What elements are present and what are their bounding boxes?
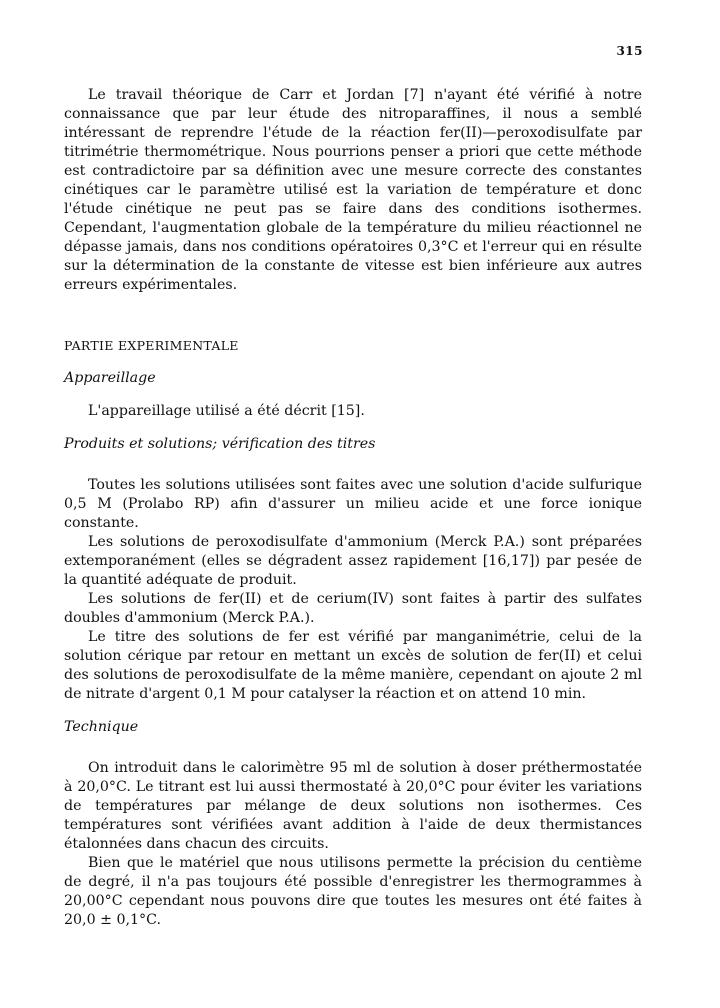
page-number: 315 xyxy=(616,44,643,58)
appareillage-paragraph: L'appareillage utilisé a été décrit [15]. xyxy=(88,403,365,419)
produits-paragraph-4: Le titre des solutions de fer est vérifié par manganimétrie, celui de la solution cérique par retour en mettant un excès de solution de fer(II) et celui des solutions de peroxodisulfate de la même manière, cependant on ajoute 2 ml de nitrate d'argent 0,1 M pour catalyser la réaction et on attend 10 min. xyxy=(64,629,642,702)
page-content xyxy=(64,86,642,930)
technique-paragraph-2: Bien que le matériel que nous utilisons permette la précision du centième de degré, il n'a pas toujours été possible d'enregistrer les thermogrammes à 20,00°C cependant nous pouvons dire que toutes les mesures ont été faites à 20,0 ± 0,1°C. xyxy=(64,855,642,928)
produits-paragraph-3: Les solutions de fer(II) et de cerium(IV) sont faites à partir des sulfates doubles d'ammonium (Merck P.A.). xyxy=(64,591,642,626)
intro-paragraph: Le travail théorique de Carr et Jordan [7] n'ayant été vérifié à notre connaissance que par leur étude des nitroparaffines, il nous a semblé intéressant de reprendre l'étude de la réaction fer(II)—peroxodisulfate par titrimétrie thermométrique. Nous pourrions penser a priori que cette méthode est contradictoire par sa définition avec une mesure correcte des constantes cinétiques car le paramètre utilisé est la variation de température et donc l'étude cinétique ne peut pas se faire dans des conditions isothermes. Cependant, l'augmentation globale de la température du milieu réactionnel ne dépasse jamais, dans nos conditions opératoires 0,3°C et l'erreur qui en résulte sur la détermination de la constante de vitesse est bien inférieure aux autres erreurs expérimentales. xyxy=(64,87,642,293)
produits-paragraph-1: Toutes les solutions utilisées sont faites avec une solution d'acide sulfurique 0,5 M (Prolabo RP) afin d'assurer un milieu acide et une force ionique constante. xyxy=(64,477,642,531)
subsection-heading-produits: Produits et solutions; vérification des titres xyxy=(64,436,376,452)
section-title: PARTIE EXPERIMENTALE xyxy=(64,338,239,353)
produits-paragraph-2: Les solutions de peroxodisulfate d'ammonium (Merck P.A.) sont préparées extemporanément (elles se dégradent assez rapidement [16,17]) par pesée de la quantité adéquate de produit. xyxy=(64,534,642,588)
technique-paragraph-1: On introduit dans le calorimètre 95 ml de solution à doser préthermostatée à 20,0°C. Le titrant est lui aussi thermostaté à 20,0°C pour éviter les variations de températures par mélange de deux solutions non isothermes. Ces températures sont vérifiées avant addition à l'aide de deux thermistances étalonnées dans chacun des circuits. xyxy=(64,760,642,852)
subsection-heading-technique: Technique xyxy=(64,719,139,735)
subsection-heading-appareillage: Appareillage xyxy=(64,370,156,386)
